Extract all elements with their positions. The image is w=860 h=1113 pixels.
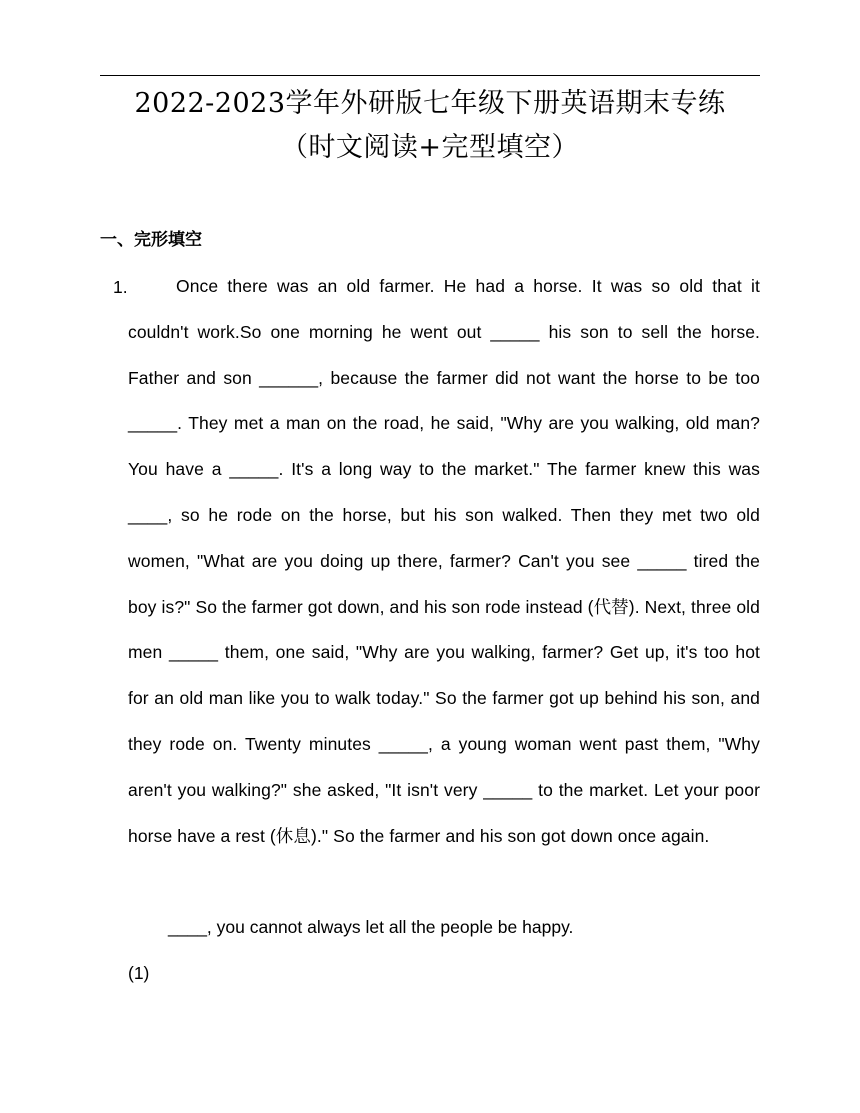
top-rule	[100, 75, 760, 76]
passage-conclusion: ____, you cannot always let all the people be happy.	[168, 917, 574, 937]
title-line-1: 2022-2023学年外研版七年级下册英语期末专练	[134, 88, 726, 119]
cloze-passage: Once there was an old farmer. He had a horse. It was so old that it couldn't work.So one morning he went out _____ his son to sell the horse. Father and son ______, because the farmer did not want the horse to be too _____. They met a man on the road, he said, "Why are you walking, old man? You have a _____. It's a long way to the market." The farmer knew this was ____, so he rode on the horse, but his son walked. Then they met two old women, "What are you doing up there, farmer? Can't you see _____ tired the boy is?" So the farmer got down, and his son rode instead (代替). Next, three old men _____ them, one said, "Why are you walking, farmer? Get up, it's too hot for an old man like you to walk today." So the farmer got up behind his son, and they rode on. Twenty minutes _____, a young woman went past them, "Why aren't you walking?" she asked, "It isn't very _____ to the market. Let your poor horse have a rest (休息)." So the farmer and his son got down once again.	[128, 276, 760, 846]
sub-question-label: (1)	[128, 963, 150, 983]
question-number: 1.	[113, 277, 128, 297]
section-heading: 一、完形填空	[100, 230, 202, 249]
document-title	[90, 82, 770, 170]
title-line-2: （时文阅读+完型填空）	[280, 132, 580, 163]
